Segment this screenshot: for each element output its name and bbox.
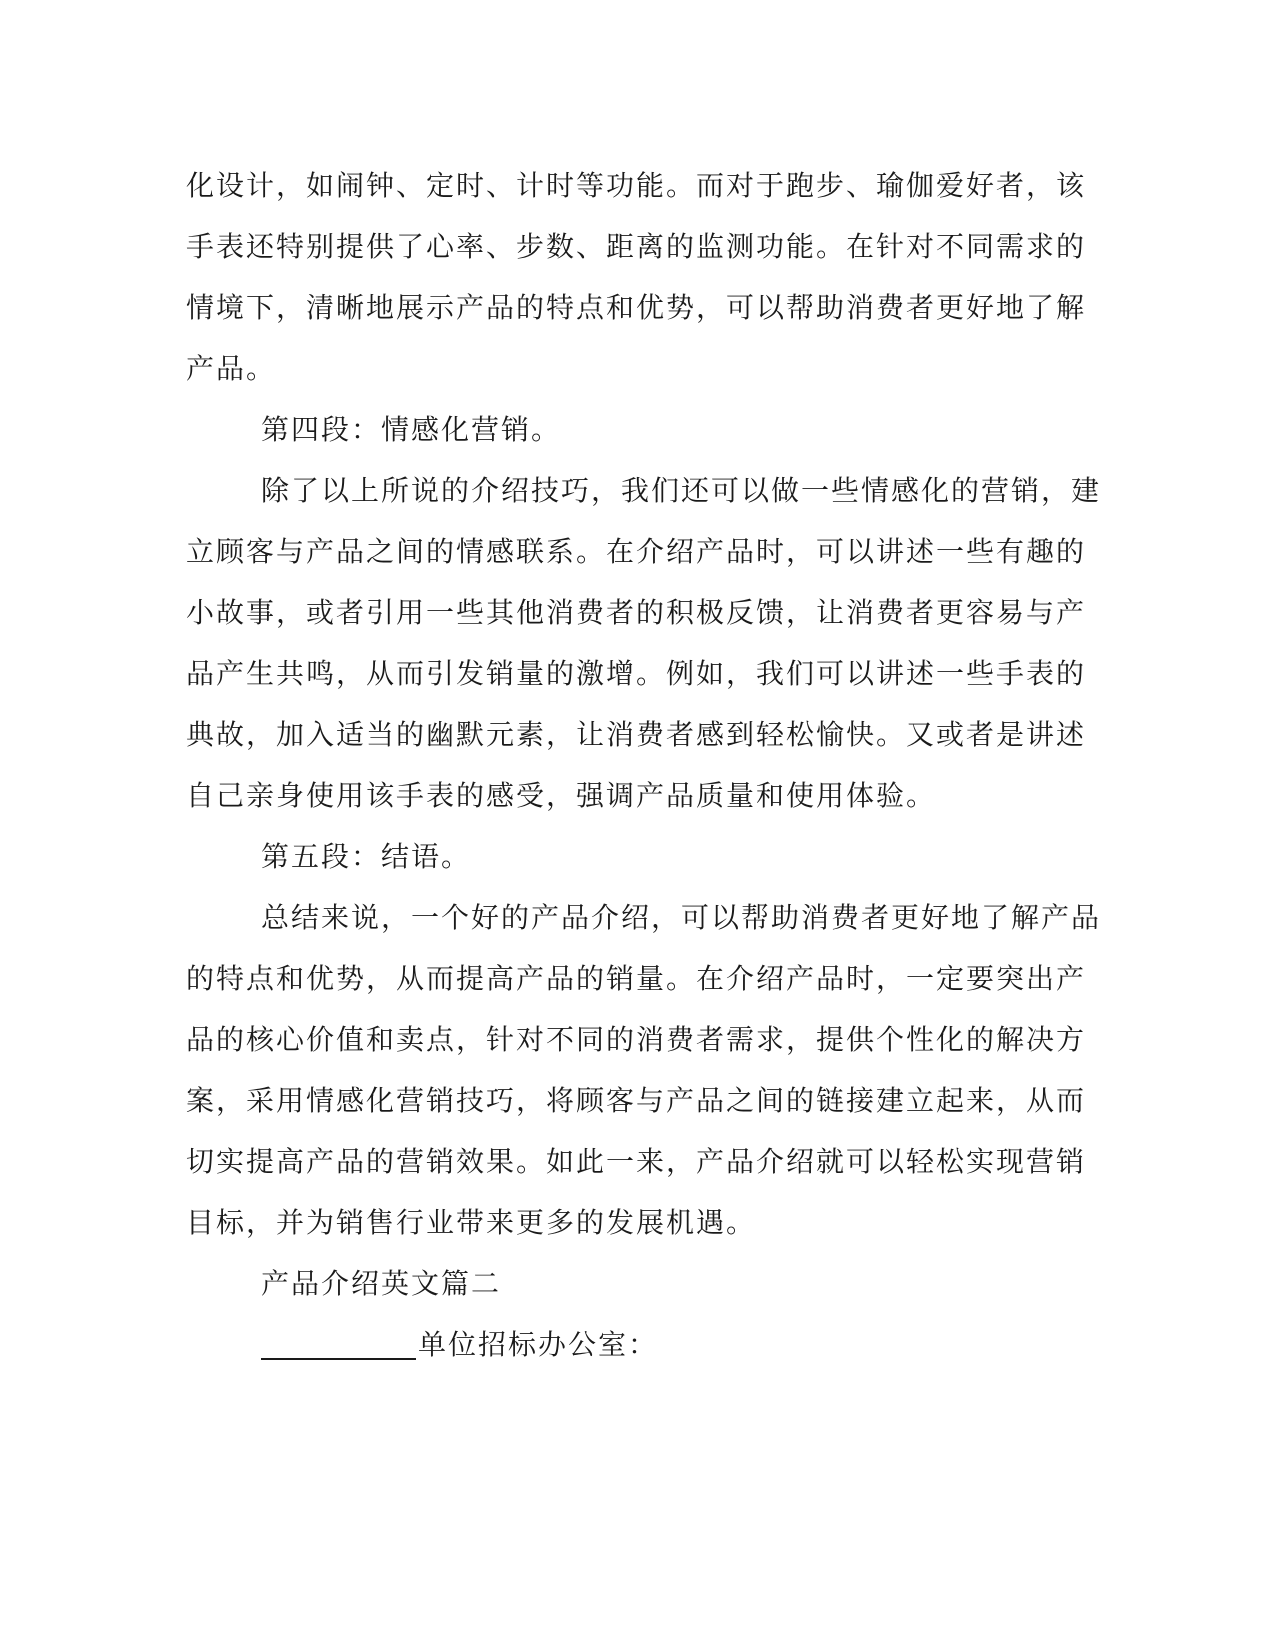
section-title: 产品介绍英文篇二 bbox=[261, 1267, 502, 1300]
text-line: 品产生共鸣，从而引发销量的激增。例如，我们可以讲述一些手表的 bbox=[186, 657, 1087, 690]
text-line: 品的核心价值和卖点，针对不同的消费者需求，提供个性化的解决方 bbox=[186, 1023, 1087, 1056]
text-line: 情境下，清晰地展示产品的特点和优势，可以帮助消费者更好地了解 bbox=[186, 291, 1087, 324]
addressee-text: 单位招标办公室： bbox=[418, 1328, 659, 1361]
section-heading: 第五段：结语。 bbox=[261, 840, 472, 873]
text-line: 化设计，如闹钟、定时、计时等功能。而对于跑步、瑜伽爱好者，该 bbox=[186, 169, 1087, 202]
section-heading: 第四段：情感化营销。 bbox=[261, 413, 562, 446]
text-line: 小故事，或者引用一些其他消费者的积极反馈，让消费者更容易与产 bbox=[186, 596, 1087, 629]
text-line: 产品。 bbox=[186, 352, 277, 385]
fill-in-blank bbox=[261, 1330, 416, 1360]
text-line: 总结来说，一个好的产品介绍，可以帮助消费者更好地了解产品 bbox=[261, 901, 1102, 934]
text-line: 案，采用情感化营销技巧，将顾客与产品之间的链接建立起来，从而 bbox=[186, 1084, 1087, 1117]
text-line: 立顾客与产品之间的情感联系。在介绍产品时，可以讲述一些有趣的 bbox=[186, 535, 1087, 568]
document-body bbox=[186, 155, 1102, 1375]
text-line: 切实提高产品的营销效果。如此一来，产品介绍就可以轻松实现营销 bbox=[186, 1145, 1087, 1178]
text-line: 除了以上所说的介绍技巧，我们还可以做一些情感化的营销，建 bbox=[261, 474, 1102, 507]
text-line: 目标，并为销售行业带来更多的发展机遇。 bbox=[186, 1206, 757, 1239]
text-line: 的特点和优势，从而提高产品的销量。在介绍产品时，一定要突出产 bbox=[186, 962, 1087, 995]
addressee-line bbox=[186, 1314, 1056, 1375]
text-line: 自己亲身使用该手表的感受，强调产品质量和使用体验。 bbox=[186, 779, 937, 812]
text-line: 典故，加入适当的幽默元素，让消费者感到轻松愉快。又或者是讲述 bbox=[186, 718, 1087, 751]
text-line: 手表还特别提供了心率、步数、距离的监测功能。在针对不同需求的 bbox=[186, 230, 1087, 263]
